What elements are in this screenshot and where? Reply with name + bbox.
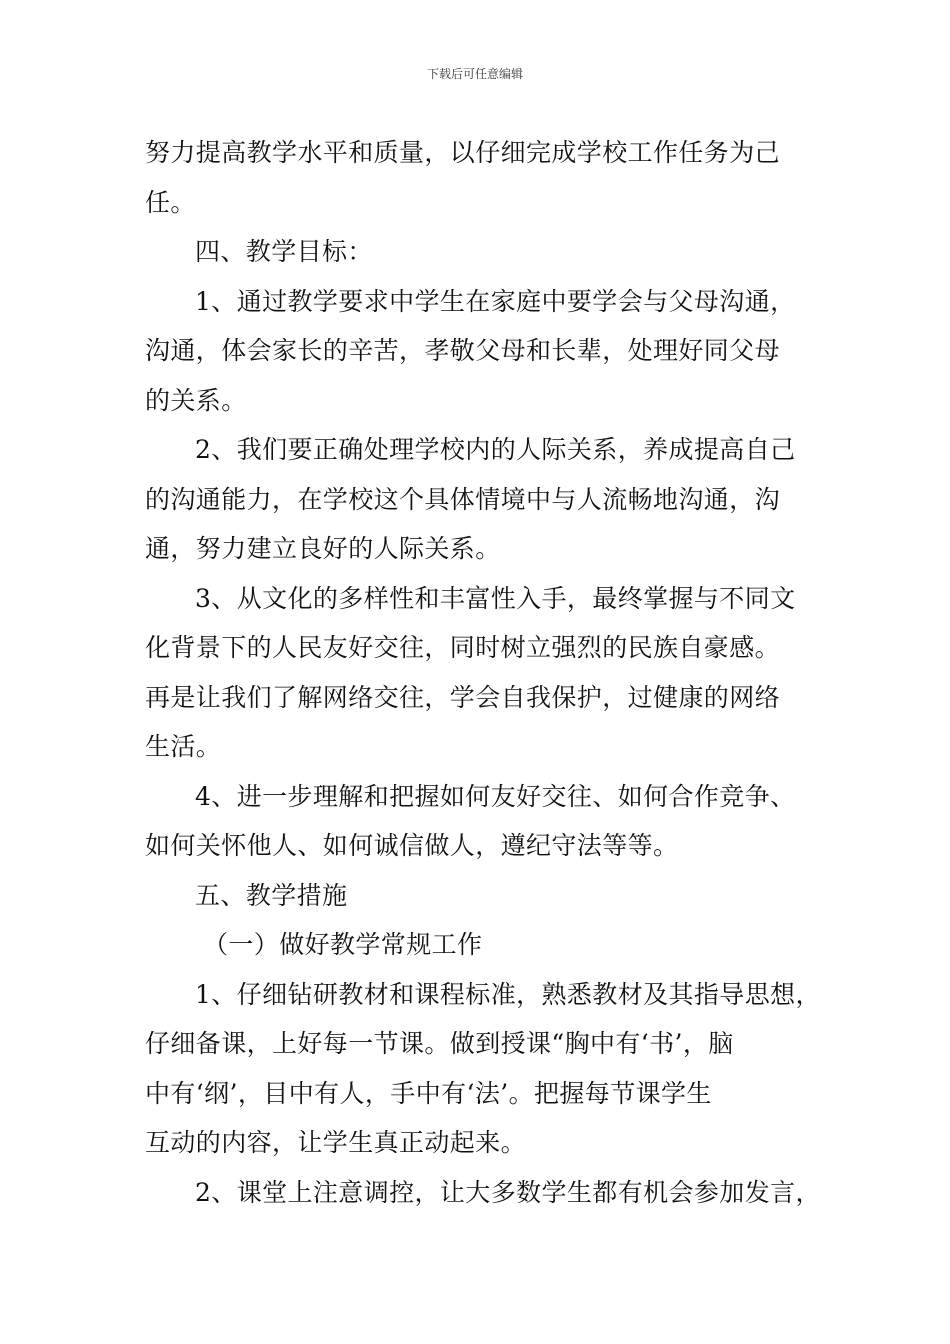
text-line: 中有‘纲’，目中有人，手中有‘法’。把握每节课学生: [145, 1078, 712, 1108]
text-line: 沟通，体会家长的辛苦，孝敬父母和长辈，处理好同父母: [145, 336, 781, 365]
subsection-heading: （一）做好教学常规工作: [203, 930, 483, 959]
text-line: 1、通过教学要求中学生在家庭中要学会与父母沟通，: [195, 286, 796, 316]
text-line: 2、课堂上注意调控，让大多数学生都有机会参加发言，: [195, 1177, 821, 1207]
section-heading: 四、教学目标：: [195, 237, 373, 266]
text-line: 4、进一步理解和把握如何友好交往、如何合作竞争、: [195, 781, 796, 811]
text-line: 3、从文化的多样性和丰富性入手，最终掌握与不同文: [195, 583, 796, 613]
text-line: 1、仔细钻研教材和课程标准，熟悉教材及其指导思想，: [195, 979, 821, 1009]
text-line: 如何关怀他人、如何诚信做人，遵纪守法等等。: [145, 831, 679, 860]
text-line: 生活。: [145, 732, 222, 761]
document-body: [145, 128, 821, 1217]
text-line: 化背景下的人民友好交往，同时树立强烈的民族自豪感。: [145, 633, 781, 662]
text-line: 2、我们要正确处理学校内的人际关系，养成提高自己: [195, 435, 796, 464]
text-line: 再是让我们了解网络交往，学会自我保护，过健康的网络: [145, 682, 781, 712]
text-line: 互动的内容，让学生真正动起来。: [145, 1128, 527, 1157]
page-header: 下载后可任意编辑: [426, 67, 523, 81]
text-line: 的沟通能力，在学校这个具体情境中与人流畅地沟通，沟: [145, 484, 781, 514]
text-line: 努力提高教学水平和质量，以仔细完成学校工作任务为己: [145, 138, 781, 167]
text-line: 的关系。: [145, 385, 247, 415]
section-heading: 五、教学措施: [195, 880, 348, 910]
text-line: 通，努力建立良好的人际关系。: [145, 534, 501, 563]
text-line: 任。: [145, 187, 196, 217]
text-line: 仔细备课，上好每一节课。做到授课“胸中有‘书’，脑: [145, 1029, 734, 1058]
